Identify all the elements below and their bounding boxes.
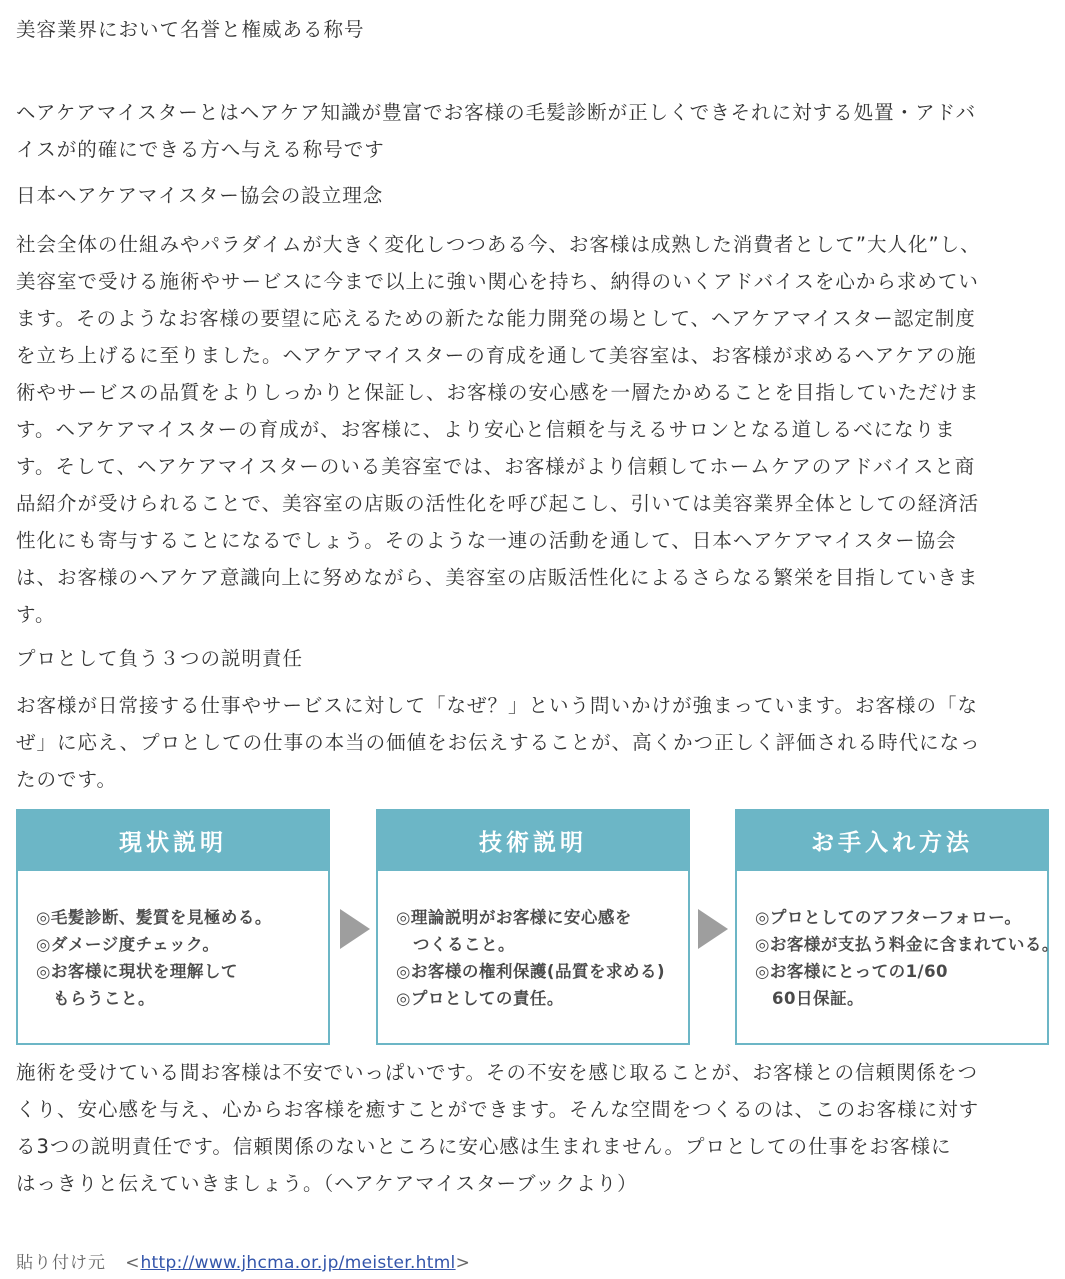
flow-box-item: ◎毛髪診断、髪質を見極める。 <box>36 908 272 927</box>
flow-box-list <box>378 874 688 1012</box>
flow-box-care-method <box>735 809 1059 1045</box>
flow-box-item: ◎お客様が支払う料金に含まれている。 <box>755 935 1059 954</box>
duty-title: プロとして負う３つの説明責任 <box>16 647 304 670</box>
duty-line: たのです。 <box>16 768 117 791</box>
philosophy-line: す。 <box>16 603 56 626</box>
philosophy-line: 性化にも寄与することになるでしょう。そのような一連の活動を通して、日本ヘアケアマイスター協会 <box>16 529 957 552</box>
philosophy-line: 品紹介が受けられることで、美容室の店販の活性化を呼び起こし、引いては美容業界全体としての経済活 <box>16 492 980 515</box>
flow-box-item: ◎お客様の権利保護(品質を求める) <box>396 962 665 981</box>
philosophy-line: す。ヘアケアマイスターの育成が、お客様に、より安心と信頼を与えるサロンとなる道しるべになりま <box>16 418 956 441</box>
source-open-bracket: < <box>125 1253 141 1273</box>
closing-line: 施術を受けている間お客様は不安でいっぱいです。その不安を感じ取ることが、お客様との信頼関係をつ <box>16 1061 978 1084</box>
flow-box-item: ◎プロとしての責任。 <box>396 989 564 1008</box>
flow-box-item: つくること。 <box>396 935 515 954</box>
flow-box-item: ◎理論説明がお客様に安心感を <box>396 908 632 927</box>
philosophy-paragraph <box>16 226 1050 633</box>
philosophy-line: 美容室で受ける施術やサービスに今まで以上に強い関心を持ち、納得のいくアドバイスを心から求めてい <box>16 270 979 293</box>
flow-box-item: ◎ダメージ度チェック。 <box>36 935 220 954</box>
flow-box-item: もらうこと。 <box>36 989 155 1008</box>
philosophy-line: を立ち上げるに至りました。ヘアケアマイスターの育成を通して美容室は、お客様が求めるヘアケアの施 <box>16 344 977 367</box>
philosophy-title-block <box>16 177 1050 214</box>
source-label: 貼り付け元 <box>16 1253 106 1273</box>
philosophy-line: ます。そのようなお客様の要望に応えるための新たな能力開発の場として、ヘアケアマイスター認定制度 <box>16 307 976 330</box>
flow-box-list <box>737 874 1059 1012</box>
philosophy-line: 術やサービスの品質をよりしっかりと保証し、お客様の安心感を一層たかめることを目指していただけま <box>16 381 980 404</box>
duty-paragraph <box>16 687 1050 798</box>
closing-line: る3つの説明責任です。信頼関係のないところに安心感は生まれません。プロとしての仕事をお客様に <box>16 1135 952 1158</box>
flow-box-technique <box>376 809 690 1045</box>
flow-box-current-state <box>16 809 330 1045</box>
flow-box-item: 60日保証。 <box>755 989 864 1008</box>
arrow-right-icon <box>698 909 728 949</box>
source-close-bracket: > <box>455 1253 471 1273</box>
source-link[interactable]: http://www.jhcma.or.jp/meister.html <box>140 1253 456 1273</box>
page-heading: 美容業界において名誉と権威ある称号 <box>16 18 365 41</box>
philosophy-line: 社会全体の仕組みやパラダイムが大きく変化しつつある今、お客様は成熟した消費者として”大人化”し、 <box>16 233 981 256</box>
intro-line: イスが的確にできる方へ与える称号です <box>16 138 385 161</box>
source-attribution <box>16 1250 471 1276</box>
arrow-right-icon <box>340 909 370 949</box>
duty-title-block <box>16 640 1050 677</box>
flow-box-list <box>18 874 328 1012</box>
explanation-flow-diagram <box>16 809 1059 1047</box>
flow-box-title: お手入れ方法 <box>737 811 1047 869</box>
intro-paragraph <box>16 94 1050 168</box>
philosophy-line: す。そして、ヘアケアマイスターのいる美容室では、お客様がより信頼してホームケアのアドバイスと商 <box>16 455 976 478</box>
flow-box-title: 現状説明 <box>18 811 328 869</box>
duty-line: お客様が日常接する仕事やサービスに対して「なぜ？」という問いかけが強まっています。お客様の「な <box>16 694 978 717</box>
philosophy-title: 日本ヘアケアマイスター協会の設立理念 <box>16 184 384 207</box>
intro-line: ヘアケアマイスターとはヘアケア知識が豊富でお客様の毛髪診断が正しくできそれに対する処置・アドバ <box>16 101 977 124</box>
philosophy-line: は、お客様のヘアケア意識向上に努めながら、美容室の店販活性化によるさらなる繁栄を目指していきま <box>16 566 979 589</box>
duty-line: ぜ」に応え、プロとしての仕事の本当の価値をお伝えすることが、高くかつ正しく評価される時代になっ <box>16 731 981 754</box>
flow-box-item: ◎プロとしてのアフターフォロー。 <box>755 908 1022 927</box>
flow-box-title: 技術説明 <box>378 811 688 869</box>
flow-box-item: ◎お客様に現状を理解して <box>36 962 238 981</box>
closing-paragraph <box>16 1054 1050 1202</box>
closing-line: くり、安心感を与え、心からお客様を癒すことができます。そんな空間をつくるのは、このお客様に対す <box>16 1098 980 1121</box>
closing-line: はっきりと伝えていきましょう。（ヘアケアマイスターブックより） <box>16 1172 638 1195</box>
flow-box-item: ◎お客様にとっての1/60 <box>755 962 949 981</box>
